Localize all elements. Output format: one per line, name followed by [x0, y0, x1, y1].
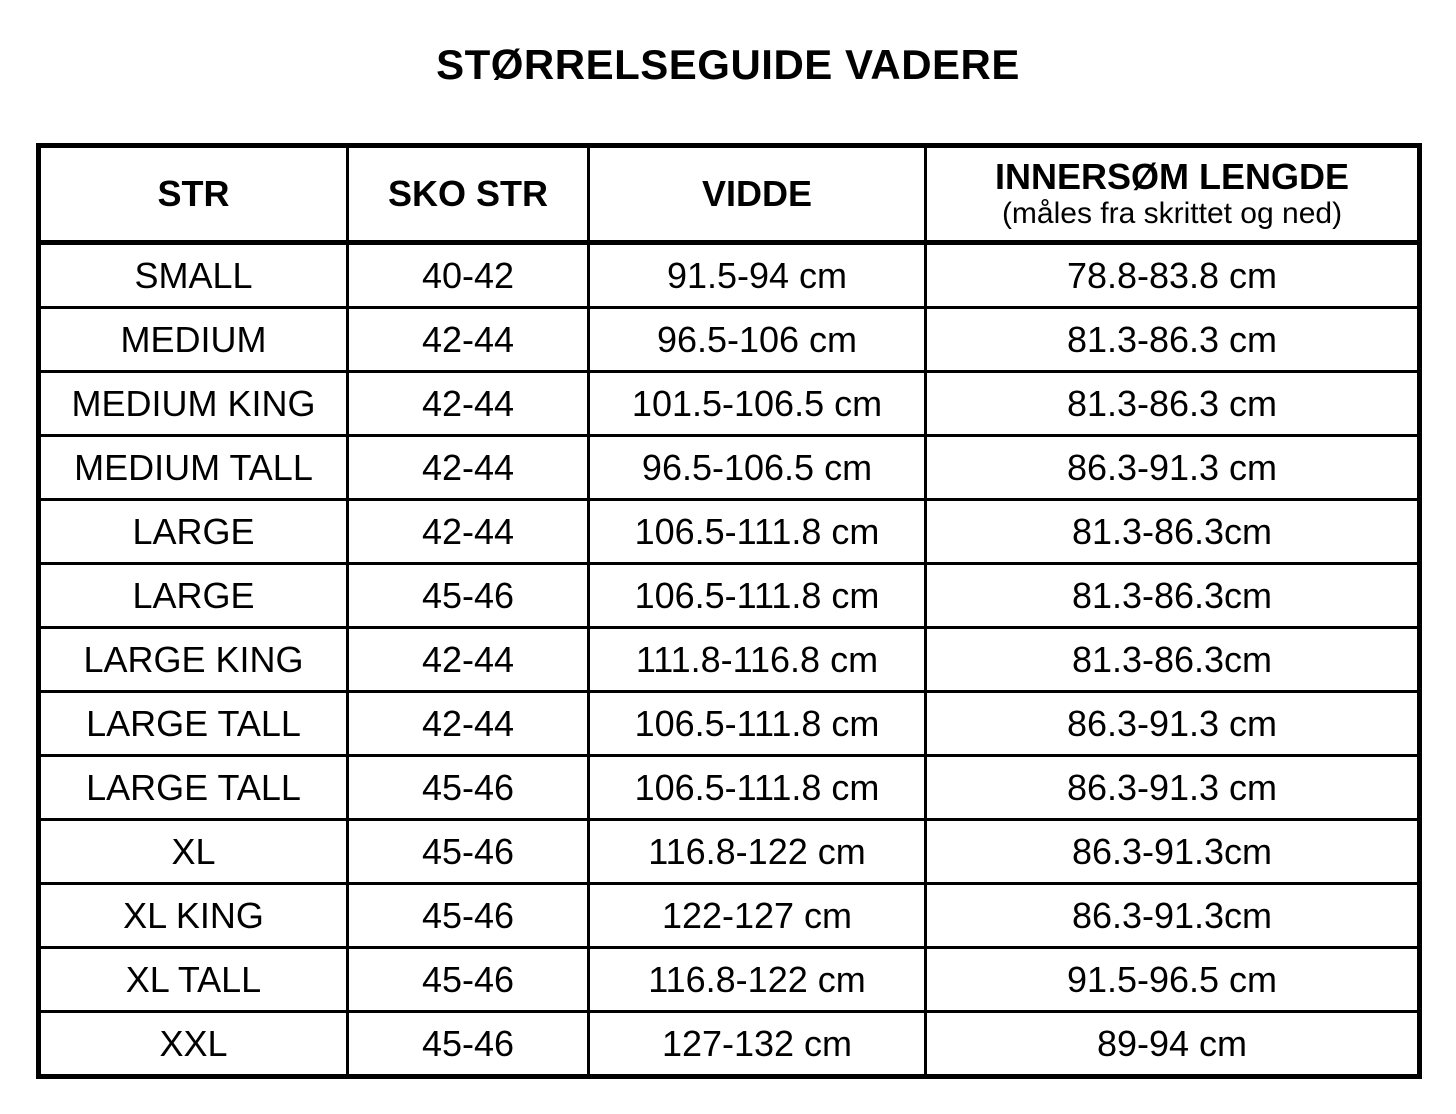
cell-str: LARGE [39, 564, 348, 628]
table-row [39, 372, 1420, 436]
cell-vidde: 116.8-122 cm [589, 948, 926, 1012]
cell-vidde: 122-127 cm [589, 884, 926, 948]
cell-str: LARGE TALL [39, 756, 348, 820]
cell-vidde: 106.5-111.8 cm [589, 500, 926, 564]
header-innersom-label: INNERSØM LENGDE [994, 156, 1350, 197]
cell-vidde: 111.8-116.8 cm [589, 628, 926, 692]
table-row [39, 243, 1420, 308]
cell-sko-str: 42-44 [348, 628, 589, 692]
cell-lengde: 81.3-86.3cm [926, 500, 1420, 564]
table-row [39, 564, 1420, 628]
cell-vidde: 96.5-106 cm [589, 308, 926, 372]
cell-str: XL KING [39, 884, 348, 948]
cell-lengde: 91.5-96.5 cm [926, 948, 1420, 1012]
cell-vidde: 127-132 cm [589, 1012, 926, 1077]
cell-str: XL [39, 820, 348, 884]
header-innersom-lengde [926, 146, 1420, 243]
cell-sko-str: 45-46 [348, 820, 589, 884]
table-row [39, 308, 1420, 372]
cell-str: LARGE KING [39, 628, 348, 692]
cell-vidde: 91.5-94 cm [589, 243, 926, 308]
cell-sko-str: 45-46 [348, 948, 589, 1012]
cell-str: LARGE [39, 500, 348, 564]
cell-lengde: 86.3-91.3 cm [926, 756, 1420, 820]
cell-sko-str: 42-44 [348, 436, 589, 500]
table-row [39, 1012, 1420, 1077]
table-row [39, 628, 1420, 692]
cell-lengde: 81.3-86.3 cm [926, 372, 1420, 436]
cell-vidde: 116.8-122 cm [589, 820, 926, 884]
table-row [39, 692, 1420, 756]
cell-str: XXL [39, 1012, 348, 1077]
cell-vidde: 106.5-111.8 cm [589, 692, 926, 756]
table-row [39, 948, 1420, 1012]
cell-sko-str: 40-42 [348, 243, 589, 308]
table-row [39, 820, 1420, 884]
table-row [39, 500, 1420, 564]
cell-lengde: 86.3-91.3 cm [926, 692, 1420, 756]
cell-sko-str: 42-44 [348, 500, 589, 564]
header-str: STR [39, 146, 348, 243]
cell-lengde: 89-94 cm [926, 1012, 1420, 1077]
cell-sko-str: 42-44 [348, 372, 589, 436]
cell-sko-str: 45-46 [348, 756, 589, 820]
cell-sko-str: 45-46 [348, 564, 589, 628]
cell-vidde: 106.5-111.8 cm [589, 756, 926, 820]
header-sko-str: SKO STR [348, 146, 589, 243]
cell-sko-str: 42-44 [348, 308, 589, 372]
cell-lengde: 86.3-91.3cm [926, 820, 1420, 884]
cell-sko-str: 45-46 [348, 884, 589, 948]
table-row [39, 884, 1420, 948]
cell-lengde: 86.3-91.3 cm [926, 436, 1420, 500]
cell-vidde: 101.5-106.5 cm [589, 372, 926, 436]
cell-str: MEDIUM TALL [39, 436, 348, 500]
cell-str: XL TALL [39, 948, 348, 1012]
cell-sko-str: 45-46 [348, 1012, 589, 1077]
table-row [39, 756, 1420, 820]
cell-sko-str: 42-44 [348, 692, 589, 756]
cell-vidde: 106.5-111.8 cm [589, 564, 926, 628]
cell-str: SMALL [39, 243, 348, 308]
table-header-row [39, 146, 1420, 243]
cell-lengde: 86.3-91.3cm [926, 884, 1420, 948]
cell-str: MEDIUM [39, 308, 348, 372]
cell-lengde: 81.3-86.3cm [926, 628, 1420, 692]
cell-lengde: 78.8-83.8 cm [926, 243, 1420, 308]
cell-str: MEDIUM KING [39, 372, 348, 436]
size-guide-table [36, 143, 1422, 1079]
cell-lengde: 81.3-86.3cm [926, 564, 1420, 628]
header-vidde: VIDDE [589, 146, 926, 243]
cell-lengde: 81.3-86.3 cm [926, 308, 1420, 372]
table-row [39, 436, 1420, 500]
header-innersom-note: (måles fra skrittet og ned) [1001, 197, 1343, 230]
cell-vidde: 96.5-106.5 cm [589, 436, 926, 500]
page-title: STØRRELSEGUIDE VADERE [436, 41, 1020, 88]
cell-str: LARGE TALL [39, 692, 348, 756]
